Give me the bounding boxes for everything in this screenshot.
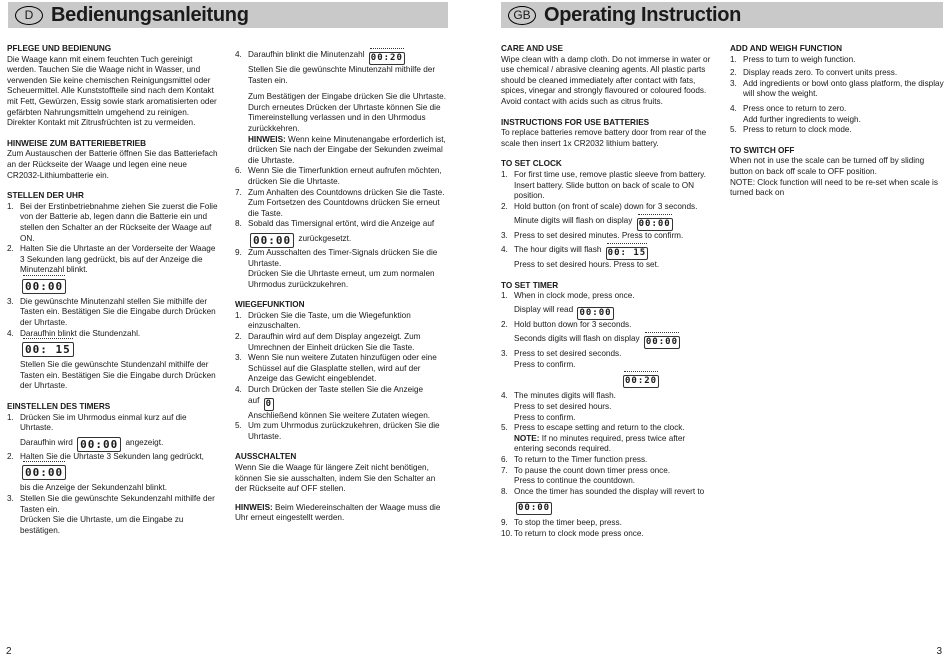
paragraph: Wipe clean with a damp cloth. Do not immerse in water or use chemical / abrasive cleaning agents. All plastic parts should be cleaned immediately after contact with fats, spices, vinegar and strongly flavoured or coloured foods. Avoid contact with acids such as citrus fruits. <box>501 54 711 106</box>
list-item: NOTE: If no minutes required, press twice after entering seconds required. <box>514 433 686 454</box>
list-item: 2. Hold button down for 3 seconds. <box>501 319 632 329</box>
list-item: 10. To return to clock mode press once. <box>501 529 644 538</box>
header-english <box>501 2 943 28</box>
list-item: 2. Halten Sie die Uhrtaste 3 Sekunden lang gedrückt, <box>7 451 204 461</box>
list-item: Minute digits will flash on display 00:00 <box>514 216 671 230</box>
section-title: ADD AND WEIGH FUNCTION <box>730 44 843 53</box>
list-item: 4. The minutes digits will flash. <box>501 391 616 401</box>
list-item: Zum Bestätigen der Eingabe drücken Sie die Uhrtaste. <box>248 92 446 102</box>
paragraph: To replace batteries remove battery door from rear of the scale then insert 1x CR2032 lithium battery. <box>501 128 707 148</box>
list-item: 5. Um zum Uhrmodus zurückzukehren, drücken Sie die Uhrtaste. <box>235 421 440 441</box>
list-item: auf 0 <box>248 395 273 409</box>
section-title: STELLEN DER UHR <box>7 191 84 201</box>
list-item: 3. Wenn Sie nun weitere Zutaten hinzufügen oder eine Schüssel auf die Glasplatte stellen, wird auf der Anzeige das Gewicht eingeblendet. <box>235 353 437 384</box>
list-item: 4. Press once to return to zero. <box>730 103 847 113</box>
page-number-right: 3 <box>936 646 942 658</box>
list-item: 7. To pause the count down timer press once. <box>501 465 671 475</box>
paragraph: Zum Austauschen der Batterie öffnen Sie das Batteriefach an der Rückseite der Waage und legen eine neue CR2032-Lithiumbatterie ein. <box>7 149 218 180</box>
list-item: HINWEIS: Wenn keine Minutenangabe erforderlich ist, drücken Sie nach der Eingabe der Sekunden zweimal die Uhrtaste. <box>248 134 446 165</box>
list-item: 1. When in clock mode, press once. <box>501 291 635 301</box>
list-item: Drücken Sie die Uhrtaste erneut, um zum normalen Uhrmodus zurückzukehren. <box>248 269 435 289</box>
english-title: Operating Instruction <box>544 3 742 26</box>
paragraph: When not in use the scale can be turned off by sliding button on back off scale to OFF position. <box>730 156 925 176</box>
list-item: Press to confirm. <box>514 412 576 422</box>
language-badge-de: D <box>15 6 43 25</box>
lcd-display: 0 <box>265 398 273 409</box>
section-title: WIEGEFUNKTION <box>235 300 305 310</box>
lcd-display: 00:00 <box>518 503 551 514</box>
german-column-1 <box>7 44 219 536</box>
list-item: 8. Once the timer has sounded the display will revert to <box>501 486 705 496</box>
list-item: 9. To stop the timer beep, press. <box>501 518 622 528</box>
list-item: 3. Press to set desired minutes. Press to confirm. <box>501 231 684 241</box>
english-column-2 <box>730 44 944 199</box>
list-item: 4. The hour digits will flash 00: 15 <box>501 244 647 258</box>
lcd-display: 00:00 <box>22 465 66 480</box>
list-item: Seconds digits will flash on display 00:00 <box>514 334 678 348</box>
list-item: Press to set desired hours. <box>514 402 612 412</box>
list-item: Stellen Sie die gewünschte Stundenzahl mithilfe der Tasten ein. Bestätigen Sie die Eingabe durch Drücken der Uhrtaste. <box>20 360 216 391</box>
list-item: 1. Drücken Sie im Uhrmodus einmal kurz auf die Uhrtaste. <box>7 412 187 433</box>
list-item: 8. Sobald das Timersignal ertönt, wird die Anzeige auf <box>235 219 435 229</box>
list-item: 2. Daraufhin wird auf dem Display angezeigt. Zum Umrechnen der Einheit drücken Sie die Taste. <box>235 332 421 352</box>
lcd-display: 00:20 <box>625 376 658 387</box>
section-title: PFLEGE UND BEDIENUNG <box>7 44 112 53</box>
english-column-1 <box>501 44 713 540</box>
list-item: Press to continue the countdown. <box>514 476 636 486</box>
list-item: 7. Zum Anhalten des Countdowns drücken Sie die Taste. <box>235 187 445 197</box>
list-item: 1. Bei der Erstinbetriebnahme ziehen Sie zuerst die Folie von der Batterie ab, legen dann die Batterie ein und stellen den Schalter an der Rückseite der Waage auf ON. <box>7 201 218 243</box>
list-item: 4. Durch Drücken der Taste stellen Sie die Anzeige <box>235 385 424 395</box>
list-item: Anschließend können Sie weitere Zutaten wiegen. <box>248 410 431 420</box>
list-item: 1. Press to turn to weigh function. <box>730 54 856 64</box>
page-number-left: 2 <box>6 646 12 658</box>
section-title: INSTRUCTIONS FOR USE BATTERIES <box>501 117 650 127</box>
list-item: Durch erneutes Drücken der Uhrtaste können Sie die Timereinstellung verlassen und in den Uhrmodus zurückkehren. <box>248 102 441 133</box>
list-item: 1. For first time use, remove plastic sleeve from battery. Insert battery. Slide button on back of scale to ON position. <box>501 169 706 201</box>
lcd-display: 00:00 <box>250 233 294 248</box>
list-item: 4. Daraufhin blinkt die Minutenzahl 00:20 <box>235 50 403 63</box>
list-item: 1. Drücken Sie die Taste, um die Wiegefunktion einzuschalten. <box>235 310 411 331</box>
lcd-display: 00:00 <box>579 307 612 318</box>
list-item: Press to set desired hours. Press to set. <box>514 259 660 269</box>
paragraph: Die Waage kann mit einem feuchten Tuch gereinigt werden. Tauchen Sie die Waage nicht in Wasser, und verwenden Sie keine chemischen Reinigungsmittel oder Scheuermittel. Alle Kunststoffteile sind nach dem Kontakt mit Fett, Gewürzen, Essig sowie stark aromatisierten oder gefärbten Nahrungsmitteln umgehend zu reinigen. Direkter Kontakt mit Zitrusfrüchten ist zu vermeiden. <box>7 54 217 128</box>
section-title: EINSTELLEN DES TIMERS <box>7 402 111 412</box>
list-item: Zum Fortsetzen des Countdowns drücken Sie erneut die Taste. <box>248 198 440 218</box>
list-item: 00:00 zurückgesetzt. <box>235 233 447 248</box>
section-title: HINWEISE ZUM BATTERIEBETRIEB <box>7 138 147 148</box>
paragraph: Wenn Sie die Waage für längere Zeit nicht benötigen, können Sie sie ausschalten, indem Sie den Schalter an der Rückseite auf OFF stellen. <box>235 463 436 494</box>
list-item: Display will read 00:00 <box>514 304 612 318</box>
lcd-display: 00:00 <box>22 279 66 294</box>
list-item: 6. To return to the Timer function press. <box>501 455 648 465</box>
section-title: TO SET CLOCK <box>501 159 562 169</box>
paragraph: HINWEIS: Beim Wiedereinschalten der Waage muss die Uhr erneut eingestellt werden. <box>235 502 441 523</box>
lcd-display: 00: 15 <box>607 247 647 258</box>
paragraph: NOTE: Clock function will need to be re-set when scale is turned back on <box>730 177 938 198</box>
section-title: AUSSCHALTEN <box>235 452 297 462</box>
list-item: 9. Zum Ausschalten des Timer-Signals drücken Sie die Uhrtaste. <box>235 247 438 268</box>
list-item: Press to confirm. <box>514 359 576 369</box>
list-item: 5. Press to escape setting and return to the clock. <box>501 423 685 433</box>
lcd-display: 00:00 <box>638 219 671 230</box>
list-item: 3. Die gewünschte Minutenzahl stellen Sie mithilfe der Tasten ein. Bestätigen Sie die Eingabe durch Drücken der Uhrtaste. <box>7 296 216 328</box>
list-item: bis die Anzeige der Sekundenzahl blinkt. <box>20 483 168 493</box>
german-title: Bedienungsanleitung <box>51 3 249 26</box>
list-item: 4. Daraufhin blinkt die Stundenzahl. <box>7 328 141 338</box>
list-item: 3. Press to set desired seconds. <box>501 349 622 359</box>
lcd-display: 00:20 <box>370 53 403 63</box>
list-item: Drücken Sie die Uhrtaste, um die Eingabe zu bestätigen. <box>20 515 184 535</box>
lcd-display: 00:00 <box>77 437 121 452</box>
list-item: Stellen Sie die gewünschte Minutenzahl mithilfe der Tasten ein. <box>248 65 436 85</box>
language-badge-gb: GB <box>508 6 536 25</box>
list-item: 3. Add ingredients or bowl onto glass platform, the display will show the weight. <box>730 78 944 99</box>
german-column-2 <box>235 50 447 524</box>
list-item: 2. Hold button (on front of scale) down for 3 seconds. <box>501 201 698 211</box>
header-german <box>8 2 448 28</box>
list-item: Daraufhin wird 00:00 angezeigt. <box>20 437 164 451</box>
list-item: 3. Stellen Sie die gewünschte Sekundenzahl mithilfe der Tasten ein. <box>7 494 215 514</box>
section-title: TO SET TIMER <box>501 280 559 290</box>
section-title: TO SWITCH OFF <box>730 145 795 155</box>
list-item: 5. Press to return to clock mode. <box>730 125 852 135</box>
list-item: 6. Wenn Sie die Timerfunktion erneut aufrufen möchten, drücken Sie die Uhrtaste. <box>235 166 442 186</box>
list-item: Add further ingredients to weigh. <box>743 114 861 124</box>
lcd-display: 00:00 <box>645 337 678 348</box>
list-item: 2. Halten Sie die Uhrtaste an der Vorderseite der Waage 3 Sekunden lang gedrückt, bis auf der Anzeige die Minutenzahl blinkt. <box>7 244 216 275</box>
lcd-display: 00: 15 <box>22 342 74 357</box>
list-item: 2. Display reads zero. To convert units press. <box>730 68 898 78</box>
section-title: CARE AND USE <box>501 44 564 53</box>
